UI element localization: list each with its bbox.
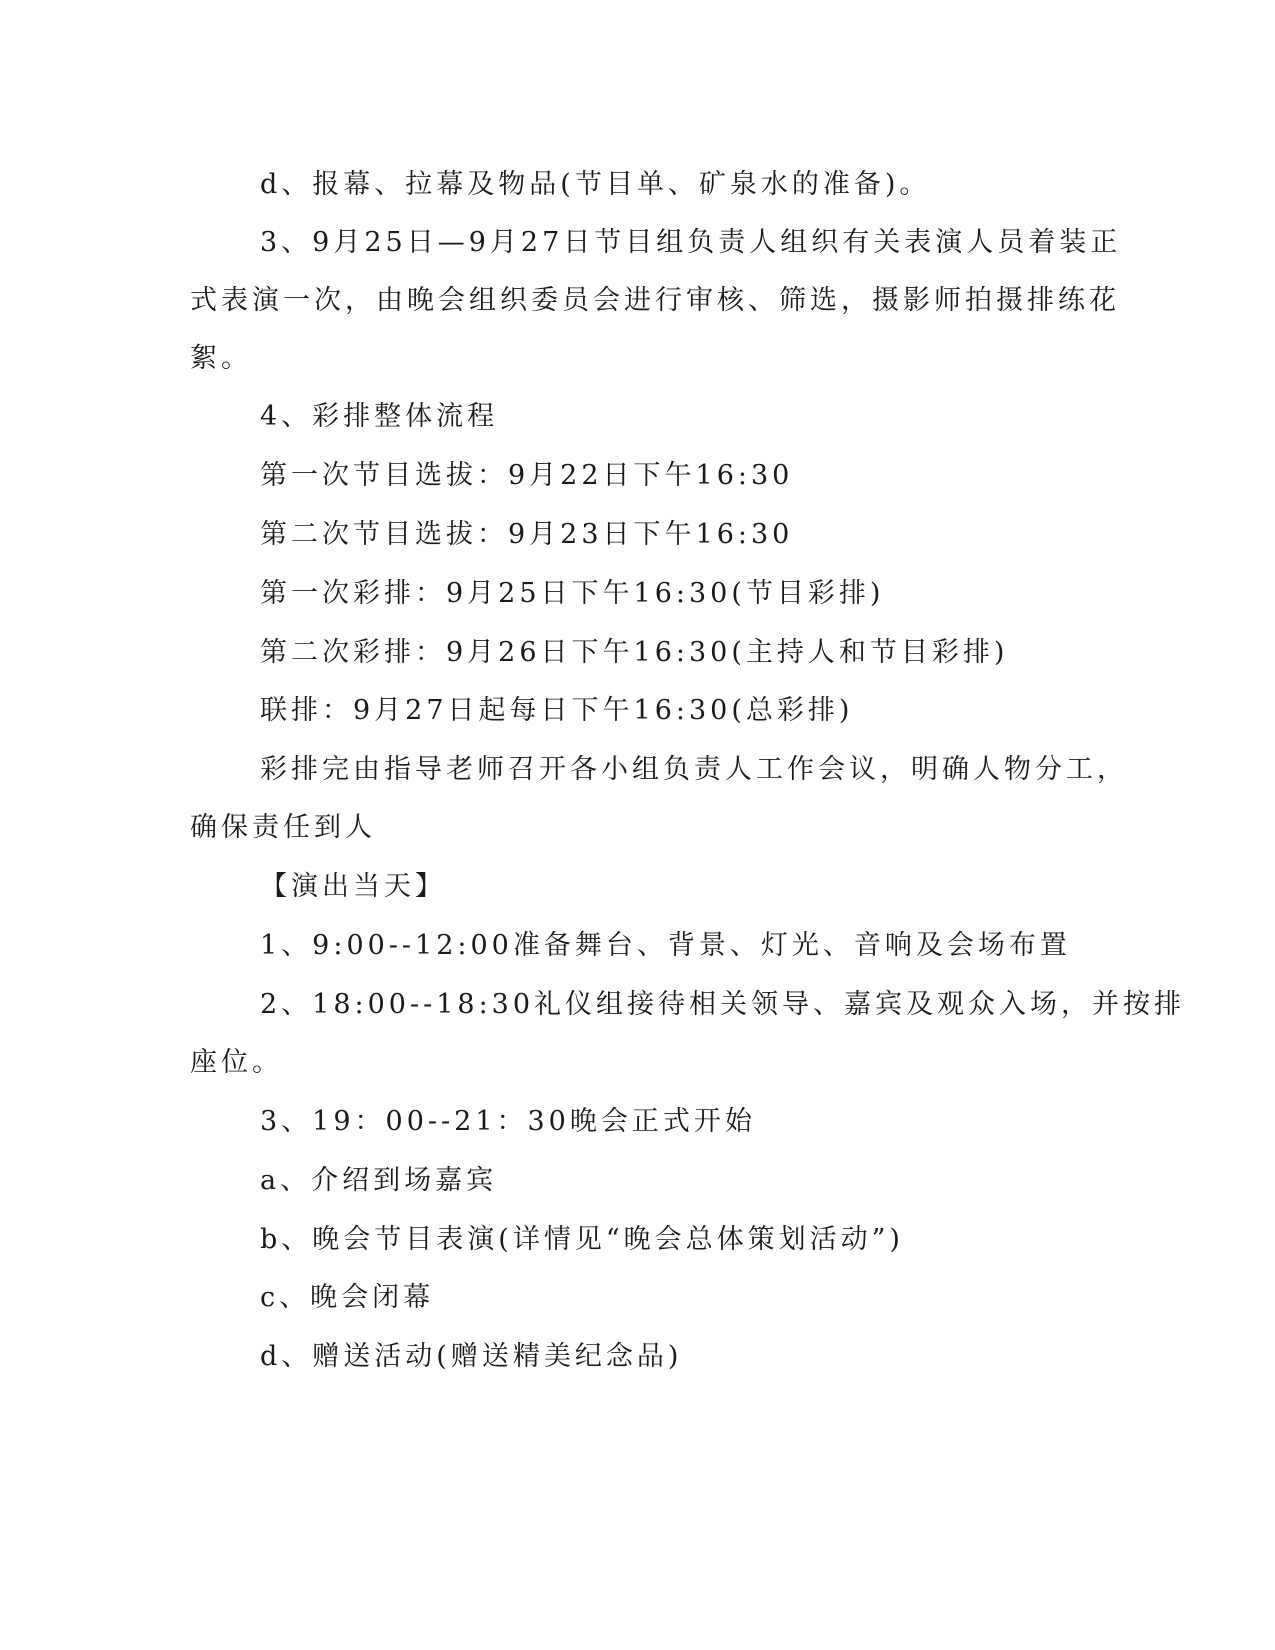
text-line-step-4-heading: 4、彩排整体流程 xyxy=(260,401,499,432)
text-line-item-d-gifts: d、赠送活动(赠送精美纪念品) xyxy=(260,1341,683,1372)
text-line-item-a: a、介绍到场嘉宾 xyxy=(260,1165,498,1196)
text-line-step-3-end: 絮。 xyxy=(190,343,252,374)
text-line-meeting: 彩排完由指导老师召开各小组负责人工作会议，明确人物分工， xyxy=(260,754,1128,785)
text-line-first-selection: 第一次节目选拔：9月22日下午16:30 xyxy=(260,460,794,491)
text-line-day-step-2-cont: 座位。 xyxy=(190,1047,283,1078)
text-line-item-c: c、晚会闭幕 xyxy=(260,1282,435,1313)
text-line-day-step-3: 3、19：00--21：30晚会正式开始 xyxy=(260,1106,756,1137)
text-line-first-rehearsal: 第一次彩排：9月25日下午16:30(节目彩排) xyxy=(260,578,885,609)
text-line-item-d-announcement: d、报幕、拉幕及物品(节目单、矿泉水的准备)。 xyxy=(260,169,931,200)
text-line-meeting-cont: 确保责任到人 xyxy=(190,812,376,843)
text-line-second-selection: 第二次节目选拔：9月23日下午16:30 xyxy=(260,519,794,550)
text-line-step-3-cont: 式表演一次，由晚会组织委员会进行审核、筛选，摄影师拍摄排练花 xyxy=(190,285,1120,316)
text-line-second-rehearsal: 第二次彩排：9月26日下午16:30(主持人和节目彩排) xyxy=(260,637,1009,668)
text-line-performance-day-heading: 【演出当天】 xyxy=(260,871,446,902)
text-line-step-3: 3、9月25日—9月27日节目组负责人组织有关表演人员着装正 xyxy=(260,227,1122,258)
text-line-day-step-2: 2、18:00--18:30礼仪组接待相关领导、嘉宾及观众入场，并按排 xyxy=(260,989,1186,1020)
text-line-day-step-1: 1、9:00--12:00准备舞台、背景、灯光、音响及会场布置 xyxy=(260,930,1071,961)
text-line-item-b: b、晚会节目表演(详情见“晚会总体策划活动”) xyxy=(260,1224,904,1255)
text-line-joint-rehearsal: 联排：9月27日起每日下午16:30(总彩排) xyxy=(260,695,854,726)
